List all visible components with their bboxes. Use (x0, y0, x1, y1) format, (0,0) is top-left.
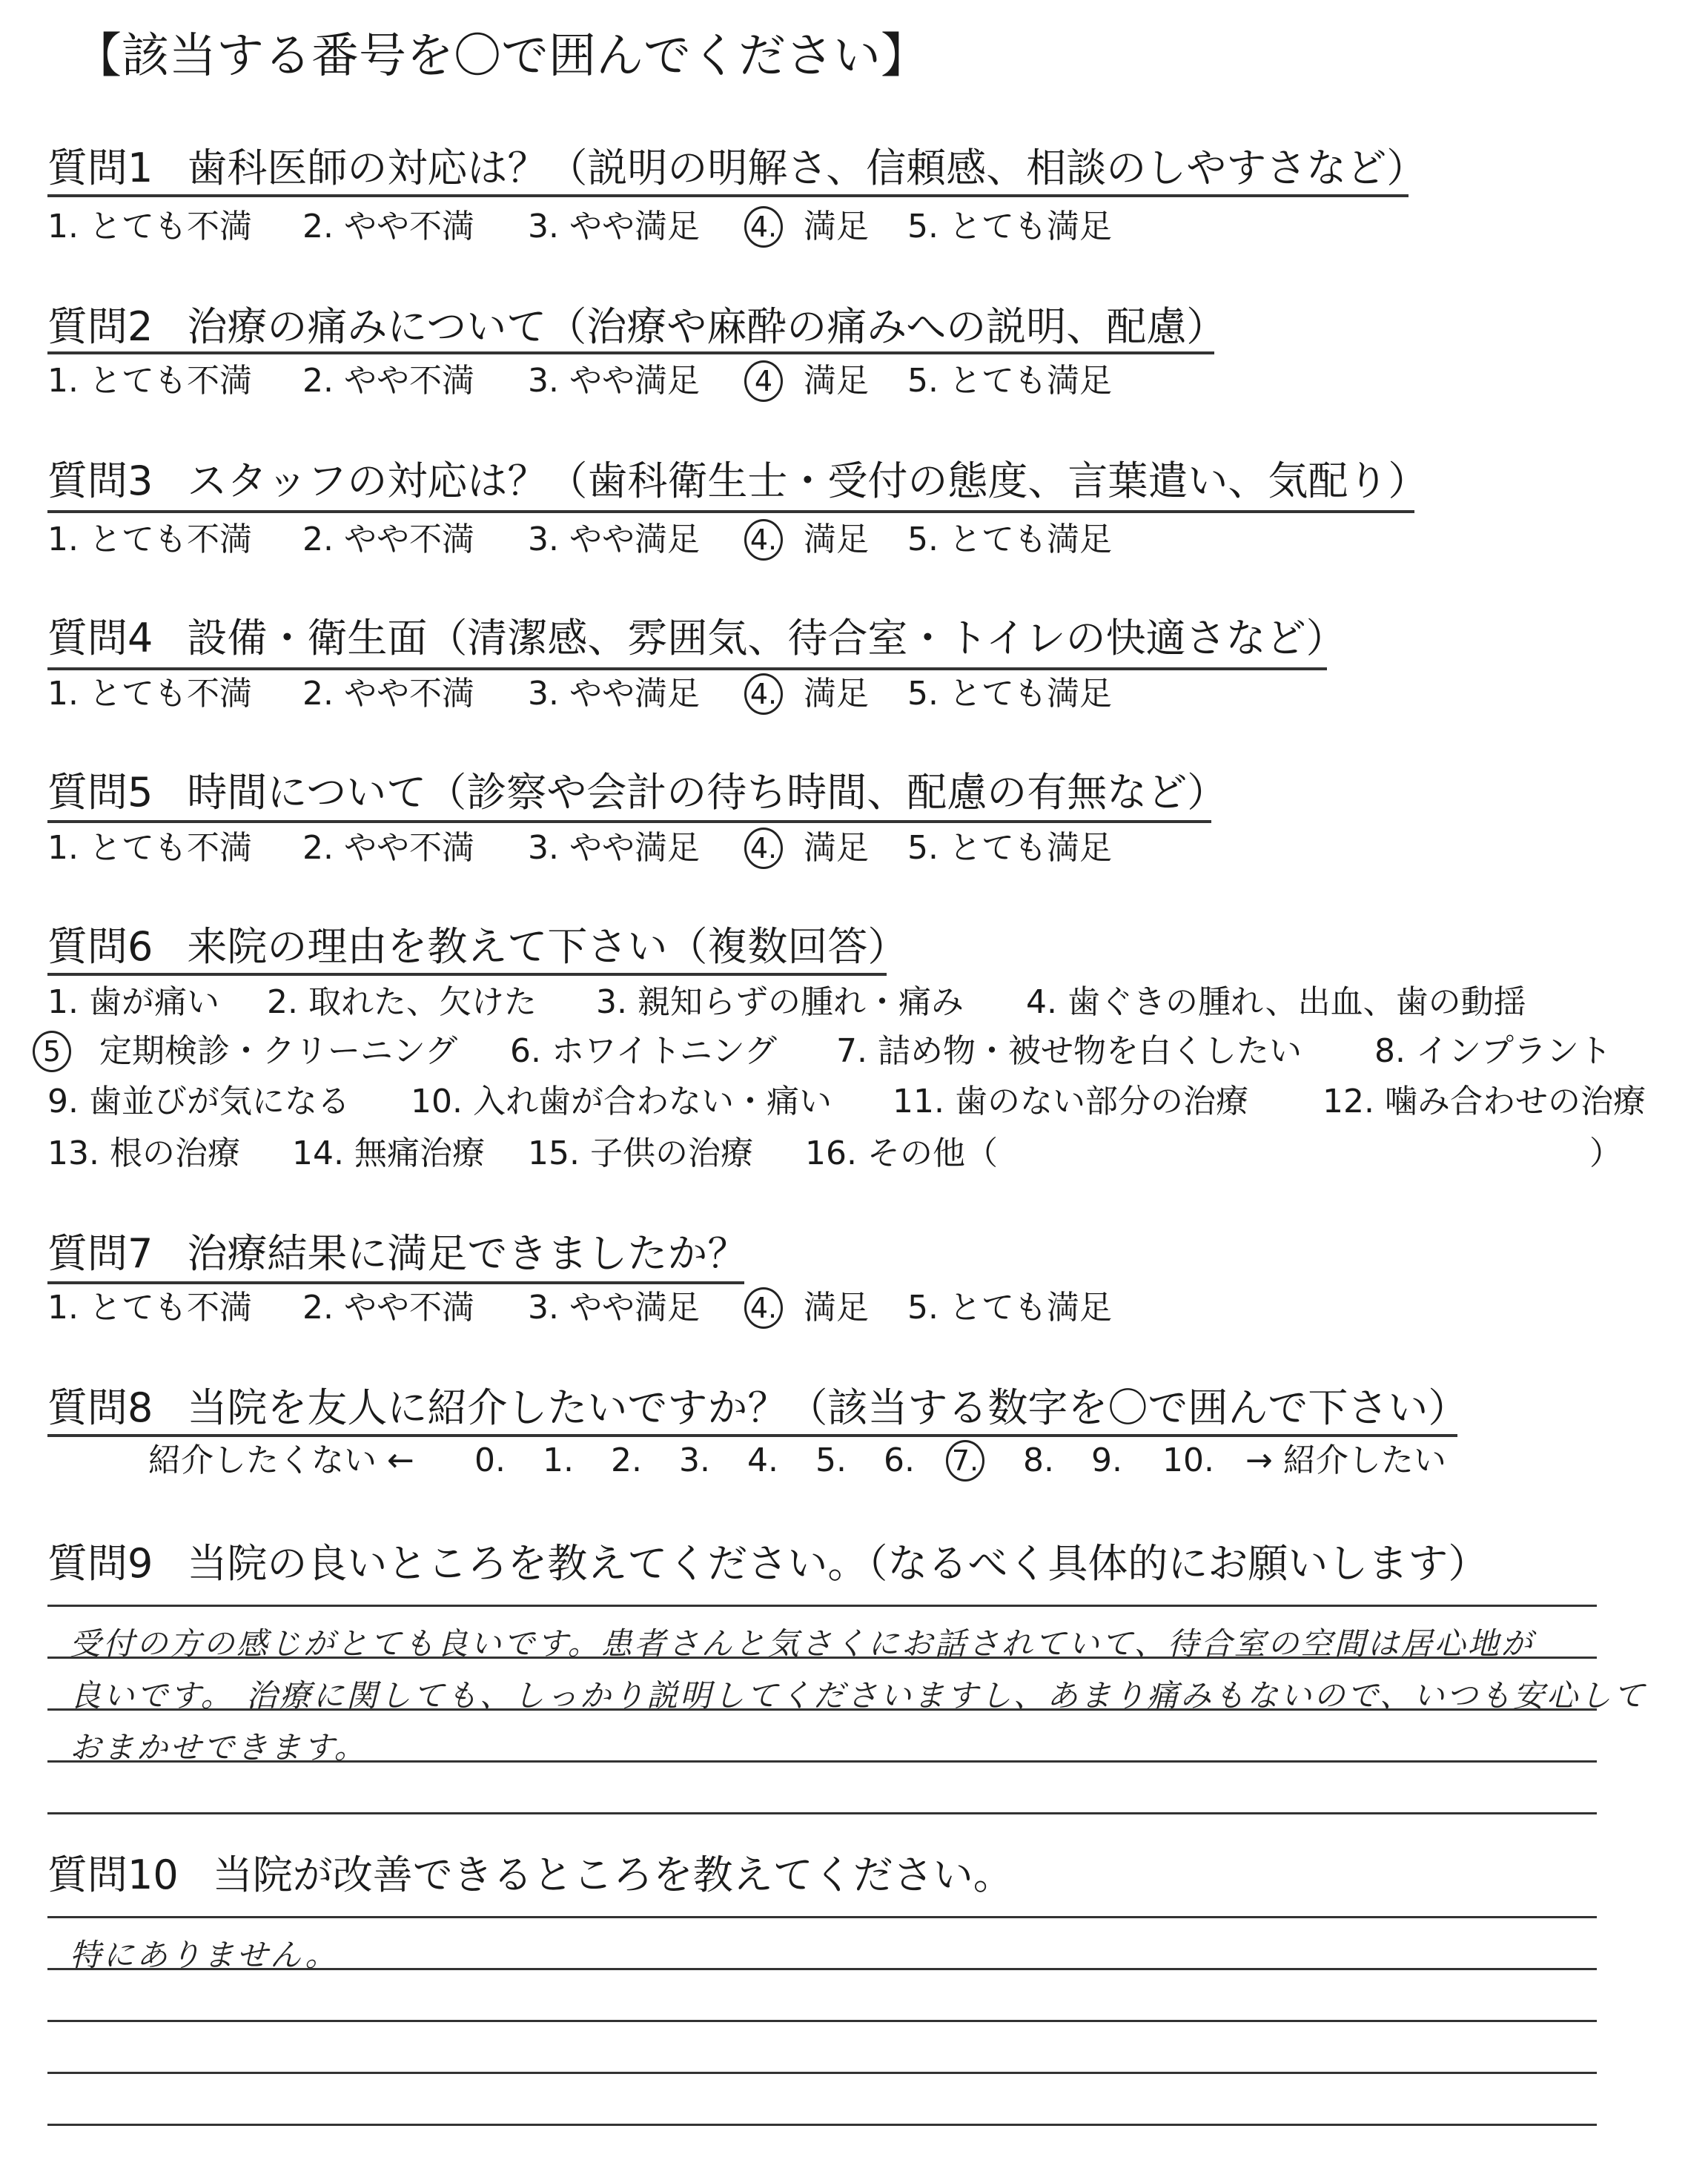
question-text: 当院の良いところを教えてください。（なるべく具体的にお願いします） (187, 1540, 1489, 1587)
question-number: 質問2 (47, 303, 153, 350)
reason-15[interactable]: 15. 子供の治療 (528, 1135, 753, 1172)
question-5-title (47, 769, 1228, 816)
option-3[interactable]: 3. やや満足 (528, 1289, 700, 1327)
scale-2[interactable]: 2. (611, 1441, 642, 1479)
question-text: 当院を友人に紹介したいですか？（該当する数字を〇で囲んで下さい） (187, 1384, 1469, 1431)
selection-circle: 7. (946, 1440, 984, 1482)
question-number: 質問9 (47, 1540, 153, 1587)
reason-1[interactable]: 1. 歯が痛い (47, 983, 219, 1021)
answer-line (47, 2072, 1597, 2074)
reason-12[interactable]: 12. 噛み合わせの治療 (1323, 1083, 1646, 1120)
option-4-selected[interactable] (744, 519, 786, 561)
selection-circle: 4 (744, 360, 783, 402)
option-2[interactable]: 2. やや不満 (302, 362, 474, 400)
question-number: 質問8 (47, 1384, 153, 1431)
option-2[interactable]: 2. やや不満 (302, 1289, 474, 1327)
option-2[interactable]: 2. やや不満 (302, 521, 474, 558)
scale-8[interactable]: 8. (1023, 1441, 1054, 1479)
selection-circle: 5 (33, 1031, 71, 1072)
option-4-label[interactable]: 満足 (804, 829, 869, 867)
option-1[interactable]: 1. とても不満 (47, 675, 252, 713)
reason-16-close-paren: ） (1589, 1135, 1622, 1172)
question-underline (47, 1281, 744, 1284)
reason-13[interactable]: 13. 根の治療 (47, 1135, 240, 1172)
question-text: 歯科医師の対応は？（説明の明解さ、信頼感、相談のしやすさなど） (187, 145, 1427, 191)
option-4-label[interactable]: 満足 (804, 521, 869, 558)
question-8-title (47, 1384, 1469, 1431)
option-4-selected[interactable] (744, 206, 786, 248)
option-2[interactable]: 2. やや不満 (302, 829, 474, 867)
reason-10[interactable]: 10. 入れ歯が合わない・痛い (411, 1083, 832, 1120)
reason-3[interactable]: 3. 親知らずの腫れ・痛み (596, 983, 964, 1021)
selection-circle: 4. (744, 828, 783, 869)
question-number: 質問5 (47, 769, 153, 816)
question-number: 質問6 (47, 923, 153, 970)
question-6-title (47, 923, 908, 970)
reason-9[interactable]: 9. 歯並びが気になる (47, 1083, 350, 1120)
q9-answer-line-1[interactable]: 受付の方の感じがとても良いです。患者さんと気さくにお話されていて、待合室の空間は居心地が (70, 1625, 1535, 1662)
option-3[interactable]: 3. やや満足 (528, 521, 700, 558)
reason-4[interactable]: 4. 歯ぐきの腫れ、出血、歯の動揺 (1026, 983, 1526, 1021)
option-1[interactable]: 1. とても不満 (47, 362, 252, 400)
selection-circle: 4. (744, 519, 783, 561)
question-underline (47, 510, 1414, 513)
answer-line (47, 1812, 1597, 1814)
reason-7[interactable]: 7. 詰め物・被せ物を白くしたい (836, 1032, 1302, 1070)
question-10-title (47, 1852, 1013, 1898)
question-underline (47, 351, 1214, 354)
reason-5-selected[interactable] (33, 1031, 74, 1072)
option-5[interactable]: 5. とても満足 (907, 675, 1112, 713)
scale-0[interactable]: 0. (474, 1441, 506, 1479)
reason-6[interactable]: 6. ホワイトニング (510, 1032, 778, 1070)
option-4-selected[interactable] (744, 828, 786, 869)
question-9-title (47, 1540, 1489, 1587)
reason-5-label[interactable]: 定期検診・クリーニング (99, 1032, 458, 1070)
question-underline (47, 194, 1409, 197)
question-number: 質問1 (47, 145, 153, 191)
question-2-title (47, 303, 1227, 350)
option-3[interactable]: 3. やや満足 (528, 829, 700, 867)
option-2[interactable]: 2. やや不満 (302, 208, 474, 245)
option-3[interactable]: 3. やや満足 (528, 208, 700, 245)
answer-line (47, 2020, 1597, 2022)
q10-answer-line-1[interactable]: 特にありません。 (70, 1937, 339, 1973)
option-1[interactable]: 1. とても不満 (47, 208, 252, 245)
question-4-title (47, 615, 1346, 661)
question-text: スタッフの対応は？（歯科衛生士・受付の態度、言葉遣い、気配り） (187, 458, 1429, 504)
option-1[interactable]: 1. とても不満 (47, 829, 252, 867)
reason-16[interactable]: 16. その他（ (805, 1135, 998, 1172)
selection-circle: 4. (744, 1287, 783, 1329)
scale-7-selected[interactable] (946, 1440, 987, 1482)
scale-4[interactable]: 4. (747, 1441, 778, 1479)
question-number: 質問4 (47, 615, 153, 661)
question-number: 質問10 (47, 1852, 179, 1898)
option-4-label[interactable]: 満足 (804, 1289, 869, 1327)
option-4-selected[interactable] (744, 1287, 786, 1329)
question-text: 時間について（診察や会計の待ち時間、配慮の有無など） (187, 769, 1228, 816)
reason-11[interactable]: 11. 歯のない部分の治療 (893, 1083, 1248, 1120)
question-1-title (47, 145, 1427, 191)
question-text: 治療結果に満足できましたか？ (187, 1230, 748, 1277)
option-1[interactable]: 1. とても不満 (47, 1289, 252, 1327)
question-number: 質問7 (47, 1230, 153, 1277)
scale-10[interactable]: 10. (1162, 1441, 1214, 1479)
option-1[interactable]: 1. とても不満 (47, 521, 252, 558)
answer-line (47, 1605, 1597, 1607)
scale-left-label: 紹介したくない ← (148, 1441, 414, 1479)
question-text: 来院の理由を教えて下さい（複数回答） (187, 923, 908, 970)
scale-right-label: → 紹介したい (1245, 1441, 1446, 1479)
question-text: 当院が改善できるところを教えてください。 (212, 1852, 1013, 1898)
question-underline (47, 667, 1327, 670)
question-text: 設備・衛生面（清潔感、雰囲気、待合室・トイレの快適さなど） (187, 615, 1346, 661)
scale-5[interactable]: 5. (815, 1441, 847, 1479)
option-5[interactable]: 5. とても満足 (907, 208, 1112, 245)
question-7-title (47, 1230, 748, 1277)
option-5[interactable]: 5. とても満足 (907, 521, 1112, 558)
scale-6[interactable]: 6. (884, 1441, 915, 1479)
option-3[interactable]: 3. やや満足 (528, 675, 700, 713)
option-4-selected[interactable] (744, 360, 786, 402)
option-4-label[interactable]: 満足 (804, 208, 869, 245)
page-title: 【該当する番号を〇で囲んでください】 (74, 29, 928, 84)
option-4-selected[interactable] (744, 673, 786, 715)
question-3-title (47, 458, 1429, 504)
option-4-label[interactable]: 満足 (804, 362, 869, 400)
option-2[interactable]: 2. やや不満 (302, 675, 474, 713)
question-number: 質問3 (47, 458, 153, 504)
selection-circle: 4. (744, 673, 783, 715)
option-5[interactable]: 5. とても満足 (907, 829, 1112, 867)
question-text: 治療の痛みについて（治療や麻酔の痛みへの説明、配慮） (187, 303, 1227, 350)
scale-1[interactable]: 1. (543, 1441, 574, 1479)
reason-8[interactable]: 8. インプラント (1374, 1032, 1612, 1070)
question-underline (47, 820, 1211, 823)
answer-line (47, 2124, 1597, 2126)
reason-2[interactable]: 2. 取れた、欠けた (267, 983, 537, 1021)
reason-14[interactable]: 14. 無痛治療 (292, 1135, 485, 1172)
option-3[interactable]: 3. やや満足 (528, 362, 700, 400)
question-underline (47, 1434, 1457, 1437)
scale-9[interactable]: 9. (1091, 1441, 1122, 1479)
q9-answer-line-2[interactable]: 良いです。 治療に関しても、しっかり説明してくださいますし、あまり痛みもないので、いつも安心して (70, 1677, 1647, 1714)
option-4-label[interactable]: 満足 (804, 675, 869, 713)
selection-circle: 4. (744, 206, 783, 248)
scale-3[interactable]: 3. (679, 1441, 710, 1479)
answer-line (47, 1916, 1597, 1918)
question-underline (47, 973, 887, 976)
option-5[interactable]: 5. とても満足 (907, 362, 1112, 400)
q9-answer-line-3[interactable]: おまかせできます。 (70, 1729, 368, 1766)
option-5[interactable]: 5. とても満足 (907, 1289, 1112, 1327)
